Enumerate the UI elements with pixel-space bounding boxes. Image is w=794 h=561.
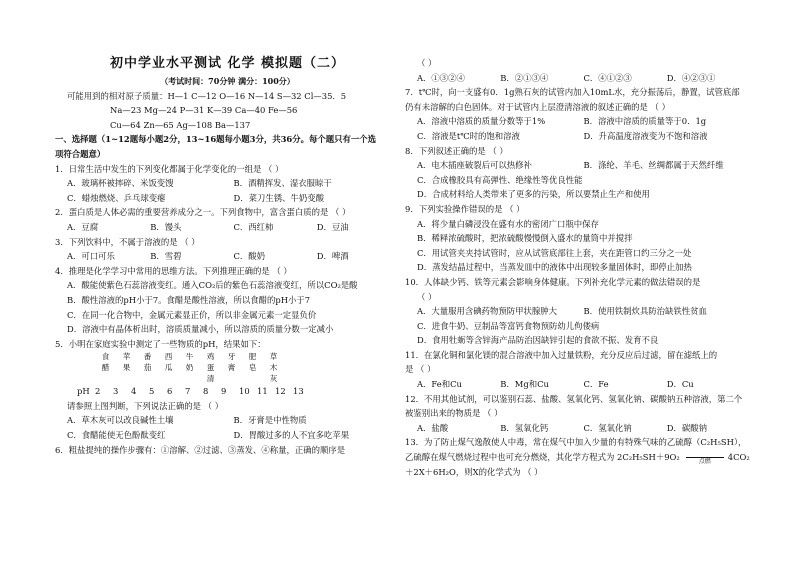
q5-option-a: A．草木灰可以改良碱性土壤 [67, 415, 174, 426]
atomic-mass-line-2: Na—23 Mg—24 P—31 K—39 Ca—40 Fe—56 [110, 105, 298, 116]
q10-option-a: A．大量服用含碘药物预防甲状腺肿大 [417, 306, 558, 317]
ph-item: 西 瓜 [164, 352, 173, 373]
q4-option-c: C．在同一化合物中，金属元素显正价，所以非金属元素一定显负价 [67, 309, 317, 320]
section-1-heading: 一、选择题（1~12题每小题2分，13~16题每小题3分，共36分。每个题只有一个选 [55, 134, 377, 145]
question-4: 4．推理是化学学习中常用的思维方法。下列推理正确的是 （ ） [55, 265, 292, 276]
q6-option-a: A．①③②④ [417, 72, 465, 83]
q11-option-d: D．Cu [666, 379, 694, 390]
q4-option-a: A．酸能使紫色石蕊溶液变红。通入CO₂后的紫色石蕊溶液变红，所以CO₂是酸 [67, 280, 358, 291]
q2-option-c: C．西红柿 [233, 221, 274, 232]
q4-option-b: B．酸性溶液的pH小于7。食醋是酸性溶液，所以食醋的pH小于7 [67, 294, 311, 305]
atomic-mass-line-3: Cu—64 Zn—65 Ag—108 Ba—137 [110, 119, 251, 130]
q6-answer-bracket: （ ） [417, 58, 437, 68]
q9-option-c: C．用试管夹夹持试管时，应从试管底部往上套，夹在距管口约三分之一处 [417, 247, 692, 258]
q12-option-c: C．氢氧化钠 [583, 422, 632, 433]
q12-option-b: B．氢氧化钙 [500, 422, 549, 433]
q12-option-a: A．盐酸 [417, 422, 449, 433]
q1-option-d: D．菜刀生锈、牛奶变酸 [233, 192, 324, 203]
q4-option-d: D．溶液中有晶体析出时，溶质质量减小，所以溶质的质量分数一定减小 [67, 324, 334, 335]
q10-option-b: B．使用铁制炊具防治缺铁性贫血 [583, 306, 707, 317]
equation-right: 4CO₂ [727, 452, 750, 463]
right-column [405, 0, 750, 479]
ph-item: 草 木 灰 [269, 352, 278, 384]
q9-option-d: D．蒸发结晶过程中，当蒸发皿中的液体中出现较多量固体时，即停止加热 [417, 262, 692, 273]
q9-option-b: B．稀释浓硫酸时，把浓硫酸慢慢倒入盛水的量筒中并搅拌 [417, 233, 633, 244]
q6-option-c: C．④①②③ [583, 72, 632, 83]
ph-label: pH [77, 386, 90, 397]
question-7-cont: 仍有未溶解的白色固体。对于试管内上层澄清溶液的叙述正确的是 （ ） [405, 101, 670, 112]
page-title: 初中学业水平测试 化学 模拟题（二） [109, 56, 346, 71]
q3-option-b: B．雪碧 [150, 251, 182, 262]
question-13: 13．为了防止煤气逸散使人中毒，常在煤气中加入少量的有特殊气味的乙硫醇（C₂H₅SH）， [405, 437, 747, 448]
q10-option-d: D．食用牡蛎等含锌海产品防治因缺锌引起的食欲不振、发育不良 [417, 335, 659, 346]
question-11-cont: 是 （ ） [405, 364, 436, 375]
ph-item: 苹 果 [122, 352, 131, 373]
q3-option-a: A．可口可乐 [67, 251, 115, 262]
ph-item: 鸡 蛋 清 [206, 352, 215, 384]
q3-option-c: C．酸奶 [233, 251, 266, 262]
question-5: 5．小明在家庭实验中测定了一些物质的pH，结果如下： [55, 338, 266, 349]
ph-item: 牛 奶 [185, 352, 194, 373]
q2-option-a: A．豆腐 [67, 221, 99, 232]
q7-option-a: A．溶液中溶质的质量分数等于1% [417, 116, 546, 127]
q7-option-d: D．升高温度溶液变为不饱和溶液 [583, 130, 708, 141]
question-9: 9．下列实验操作错误的是 （ ） [405, 203, 525, 214]
question-13-cont: ＋2X＋6H₂O，则X的化学式为 （ ） [405, 466, 543, 477]
q11-option-b: B．Mg和Cu [500, 379, 549, 390]
ph-item: 牙 膏 [227, 352, 236, 373]
q6-option-b: B．②①③④ [500, 72, 549, 83]
q7-option-b: B．溶液中溶质的质量等于0．1g [583, 116, 707, 127]
question-10: 10．人体缺少钙、铁等元素会影响身体健康。下列补充化学元素的做法错误的是 [405, 276, 701, 287]
atomic-mass-line-1: 可能用到的相对原子质量：H—1 C—12 O—16 N—14 S—32 Cl—35．5 [67, 90, 347, 101]
question-11: 11．在氯化铜和氯化镁的混合溶液中加入过量铁粉，充分反应后过滤，留在滤纸上的 [405, 349, 718, 360]
q2-option-b: B．馒头 [150, 221, 182, 232]
q1-option-b: B．酒精挥发、湿衣服晾干 [233, 178, 332, 189]
question-2: 2．蛋白质是人体必需的重要营养成分之一。下列食物中，富含蛋白质的是 （ ） [55, 207, 351, 218]
q8-option-a: A．电木插座破裂后可以热修补 [417, 160, 532, 171]
question-6: 6．粗盐提纯的操作步骤有：①溶解、②过滤、③蒸发、④称量，正确的顺序是 [55, 444, 346, 455]
question-7: 7．t℃时，向一支盛有0．1g熟石灰的试管内加入10mL水，充分振荡后，静置，试管底部 [405, 87, 740, 98]
q5-option-c: C．食醋能使无色酚酞变红 [67, 430, 166, 441]
q1-option-c: C．蜡烛燃烧、乒乓球变瘪 [67, 192, 166, 203]
q8-option-d: D．合成材料给人类带来了更多的污染，所以要禁止生产和使用 [417, 189, 650, 200]
q8-option-b: B．涤纶、羊毛、丝绸都属于天然纤维 [583, 160, 724, 171]
q5-option-b: B．牙膏是中性物质 [233, 415, 307, 426]
question-13-equation: 乙硫醇在煤气燃烧过程中也可充分燃烧，其化学方程式为 2C₂H₅SH＋9O₂ 点燃 4CO₂ [405, 452, 750, 466]
question-12-cont: 被鉴别出来的物质是 （ ） [405, 408, 503, 419]
reaction-condition: 点燃 [686, 457, 724, 466]
question-12: 12．不用其他试剂，可以鉴别石蕊、盐酸、氢氧化钙、氢氧化钠、碳酸钠五种溶液，第二个 [405, 393, 743, 404]
question-8: 8．下列叙述正确的是 （ ） [405, 145, 508, 156]
ph-item: 食 醋 [101, 352, 110, 373]
q1-option-a: A．玻璃杯被摔碎、米饭变馊 [67, 178, 174, 189]
q3-option-d: D．啤酒 [316, 251, 349, 262]
q5-ask: 请参照上图判断，下列说法正确的是 （ ） [67, 400, 224, 411]
q9-option-a: A．将少量白磷浸没在盛有水的密闭广口瓶中保存 [417, 218, 599, 229]
exam-info: （考试时间：70分钟 满分：100分） [160, 76, 295, 86]
q10-option-c: C．进食牛奶、豆制品等富钙食物预防幼儿佝偻病 [417, 320, 600, 331]
q11-option-a: A．Fe和Cu [417, 379, 462, 390]
question-3: 3．下列饮料中，不属于溶液的是 （ ） [55, 236, 200, 247]
section-1-heading-cont: 项符合题意） [55, 148, 106, 159]
q2-option-d: D．豆油 [316, 221, 349, 232]
left-column [55, 0, 400, 457]
q11-option-c: C．Fe [583, 379, 609, 390]
ph-scale: pH 2 3 4 5 6 7 8 9 10 11 12 13 [55, 384, 400, 399]
q12-option-d: D．碳酸钠 [666, 422, 707, 433]
q5-option-d: D．胃酸过多的人不宜多吃苹果 [233, 430, 350, 441]
ph-item: 番 茄 [143, 352, 152, 373]
question-1: 1．日常生活中发生的下列变化都属于化学变化的一组是 （ ） [55, 163, 284, 174]
ph-item: 肥 皂 [248, 352, 257, 373]
ph-substance-table [55, 351, 400, 384]
q6-option-d: D．④②③① [666, 72, 716, 83]
question-10-cont: （ ） [417, 291, 437, 302]
q7-option-c: C．溶液是t℃时的饱和溶液 [417, 130, 520, 141]
q8-option-c: C．合成橡胶具有高弹性、绝缘性等优良性能 [417, 174, 583, 185]
